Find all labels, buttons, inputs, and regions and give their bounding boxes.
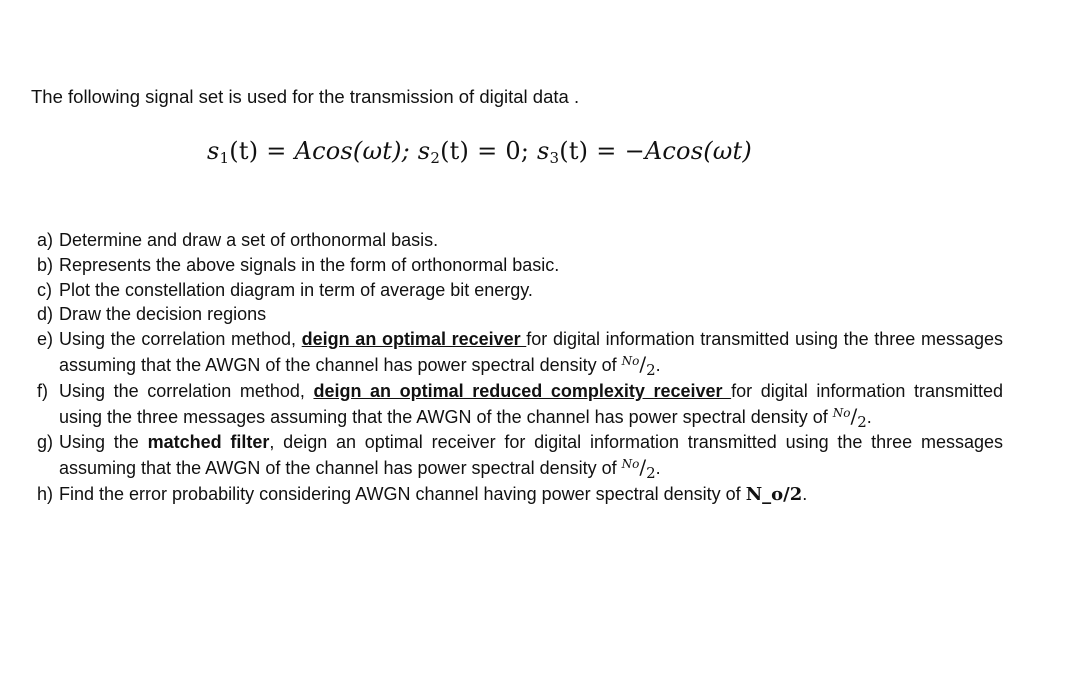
psd-math: N_o/2 xyxy=(745,483,803,505)
eq-s1-subscript: 1 xyxy=(219,149,230,167)
question-f xyxy=(37,379,1003,431)
question-label: e) xyxy=(37,329,54,350)
question-d xyxy=(37,302,1003,327)
psd-denominator: 2 xyxy=(646,360,656,379)
question-label: b) xyxy=(37,254,54,275)
question-emphasis: deign an optimal receiver xyxy=(301,329,527,350)
eq-equals-2: = xyxy=(477,137,498,165)
question-a xyxy=(37,228,1003,253)
period: . xyxy=(866,406,872,427)
question-text: Plot the constellation diagram in term of average bit energy. xyxy=(59,279,533,300)
question-label: d) xyxy=(37,304,54,325)
eq-s2-symbol: s xyxy=(417,137,431,165)
psd-numerator: No xyxy=(832,405,851,420)
question-text-post: for digital information transmitted using the three messages assuming that the AWGN of the channel has power spectral density of xyxy=(59,380,1003,427)
question-e xyxy=(37,327,1003,379)
period: . xyxy=(655,354,661,375)
question-text: Draw the decision regions xyxy=(59,304,267,325)
question-b xyxy=(37,253,1003,278)
question-label: h) xyxy=(37,483,54,504)
question-text-post: , deign an optimal receiver for digital information transmitted using the three messages assuming that the AWGN of the channel has power spectral density of xyxy=(59,432,1004,479)
eq-s3-arg: (t) xyxy=(559,137,589,165)
question-text: Find the error probability considering AWGN channel having power spectral density of xyxy=(59,483,746,504)
intro-text: The following signal set is used for the transmission of digital data . xyxy=(31,86,580,107)
psd-denominator: 2 xyxy=(646,464,656,483)
eq-s2-value: 0; xyxy=(505,137,530,165)
eq-s2-arg: (t) xyxy=(440,137,470,165)
eq-s3-symbol: s xyxy=(536,137,550,165)
period: . xyxy=(655,458,661,479)
question-g xyxy=(37,430,1003,482)
eq-s1-arg: (t) xyxy=(229,137,259,165)
eq-s3-value: −Acos(ωt) xyxy=(624,137,752,165)
eq-equals-3: = xyxy=(596,137,617,165)
question-label: a) xyxy=(37,230,54,250)
signal-set-equation xyxy=(207,137,752,165)
eq-s2-subscript: 2 xyxy=(430,149,441,167)
question-h xyxy=(37,482,1003,508)
question-text-pre: Using the correlation method, xyxy=(59,380,314,401)
psd-fraction: $^{No}/_2$ xyxy=(621,351,656,379)
question-text-pre: Using the xyxy=(59,432,148,453)
period: . xyxy=(802,483,808,504)
psd-numerator: No xyxy=(621,457,640,472)
eq-equals-1: = xyxy=(266,137,287,165)
psd-denominator: 2 xyxy=(857,412,867,431)
question-label: g) xyxy=(37,432,54,453)
psd-numerator: No xyxy=(621,353,640,368)
psd-fraction: $^{No}/_2$ xyxy=(832,403,867,431)
question-text-post: for digital information transmitted using the three messages assuming that the AWGN of the channel has power spectral density of xyxy=(59,329,1003,375)
question-label: c) xyxy=(37,279,52,300)
question-text: Represents the above signals in the form of orthonormal basic. xyxy=(59,254,560,275)
question-text: Determine and draw a set of orthonormal basis. xyxy=(59,230,439,250)
question-text-pre: Using the correlation method, xyxy=(59,329,302,350)
psd-fraction: $^{No}/_2$ xyxy=(621,455,656,483)
eq-s1-symbol: s xyxy=(207,137,220,165)
question-c xyxy=(37,278,1003,303)
question-label: f) xyxy=(37,380,48,401)
question-emphasis: matched filter xyxy=(147,432,270,453)
eq-s1-value: Acos(ωt); xyxy=(294,137,410,165)
eq-s3-subscript: 3 xyxy=(549,149,560,167)
question-list xyxy=(37,228,1003,508)
question-emphasis: deign an optimal reduced complexity receiver xyxy=(313,380,732,401)
